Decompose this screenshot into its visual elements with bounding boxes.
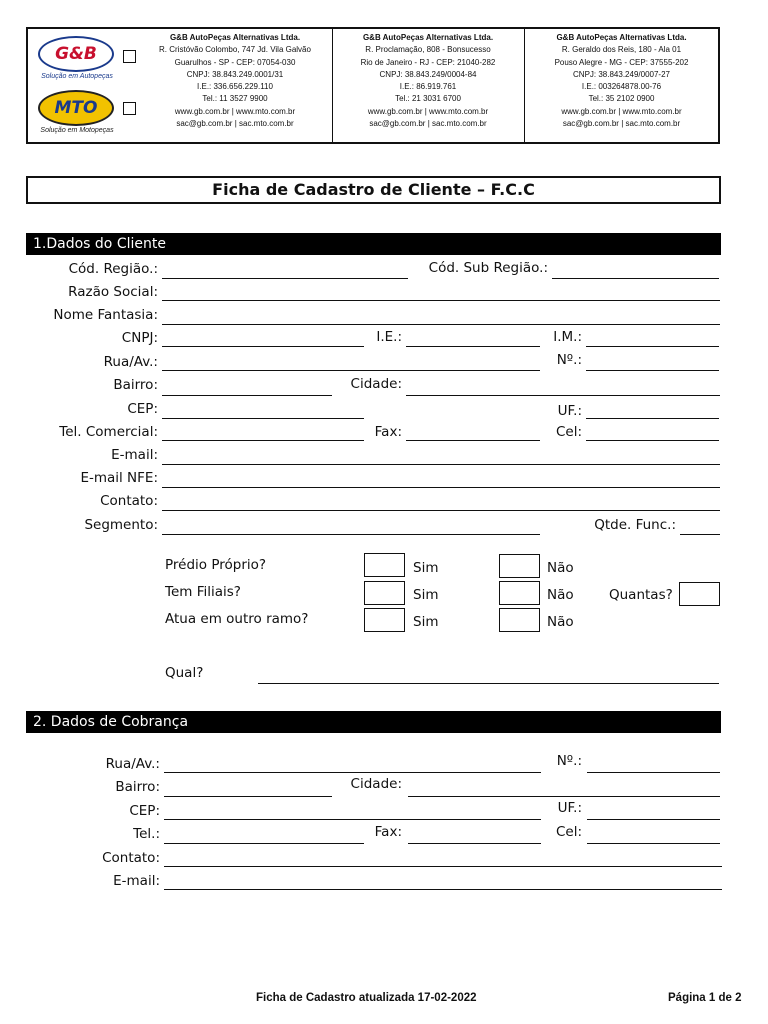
predio-proprio-nao-label: Não <box>547 560 574 576</box>
cobranca-cidade-label: Cidade: <box>350 776 402 792</box>
cobranca-rua-label: Rua/Av.: <box>105 756 160 772</box>
qtde-func-field[interactable] <box>680 534 720 535</box>
tem-filiais-label: Tem Filiais? <box>165 584 241 600</box>
cep-label: CEP: <box>127 401 158 417</box>
fax-label: Fax: <box>374 424 402 440</box>
cobranca-tel-label: Tel.: <box>133 826 160 842</box>
nome-fantasia-label: Nome Fantasia: <box>53 307 158 323</box>
mto-select-checkbox[interactable] <box>123 102 136 115</box>
gb-logo-tagline: Solução em Autopeças <box>41 73 113 80</box>
cobranca-numero-label: Nº.: <box>556 753 582 769</box>
qual-label: Qual? <box>165 665 204 681</box>
cobranca-tel-field[interactable] <box>164 843 364 844</box>
cobranca-cel-label: Cel: <box>555 824 582 840</box>
mto-logo <box>38 90 116 134</box>
outro-ramo-sim-label: Sim <box>413 614 439 630</box>
email-label: E-mail: <box>111 447 158 463</box>
cidade-field[interactable] <box>406 395 720 396</box>
cobranca-cep-label: CEP: <box>129 803 160 819</box>
cod-sub-regiao-label: Cód. Sub Região.: <box>428 260 548 276</box>
form-title: Ficha de Cadastro de Cliente – F.C.C <box>26 176 721 204</box>
predio-proprio-nao-checkbox[interactable] <box>499 554 540 578</box>
company-header <box>26 27 720 144</box>
segmento-label: Segmento: <box>84 517 158 533</box>
numero-label: Nº.: <box>556 352 582 368</box>
cnpj-field[interactable] <box>162 346 364 347</box>
qual-field[interactable] <box>258 683 719 684</box>
cod-sub-regiao-field[interactable] <box>552 278 719 279</box>
gb-logo-mark: G&B <box>38 36 114 72</box>
company-emails: sac@gb.com.br | sac.mto.com.br <box>369 119 487 129</box>
cobranca-cep-field[interactable] <box>164 819 541 820</box>
company-name: G&B AutoPeças Alternativas Ltda. <box>556 33 687 42</box>
razao-social-label: Razão Social: <box>68 284 158 300</box>
contato-field[interactable] <box>162 510 720 511</box>
email-nfe-label: E-mail NFE: <box>80 470 158 486</box>
quantas-label: Quantas? <box>609 587 673 603</box>
rua-label: Rua/Av.: <box>103 354 158 370</box>
email-field[interactable] <box>162 464 720 465</box>
cobranca-uf-label: UF.: <box>557 800 582 816</box>
cobranca-uf-field[interactable] <box>587 819 720 820</box>
uf-field[interactable] <box>586 418 719 419</box>
mto-logo-tagline: Solução em Motopeças <box>40 127 114 134</box>
company-city: Guarulhos - SP - CEP: 07054-030 <box>174 57 296 67</box>
im-field[interactable] <box>586 346 719 347</box>
bairro-field[interactable] <box>162 395 332 396</box>
company-info-rio <box>333 32 523 130</box>
cobranca-contato-label: Contato: <box>102 850 160 866</box>
bairro-label: Bairro: <box>113 377 158 393</box>
company-info-guarulhos <box>140 32 330 130</box>
cobranca-fax-field[interactable] <box>408 843 541 844</box>
gb-logo <box>38 36 116 80</box>
company-websites: www.gb.com.br | www.mto.com.br <box>367 106 489 116</box>
company-city: Rio de Janeiro - RJ - CEP: 21040-282 <box>360 57 496 67</box>
quantas-field[interactable] <box>679 582 720 606</box>
predio-proprio-sim-label: Sim <box>413 560 439 576</box>
company-websites: www.gb.com.br | www.mto.com.br <box>561 106 682 116</box>
ie-field[interactable] <box>406 346 540 347</box>
mto-logo-mark: MTO <box>38 90 114 126</box>
cel-field[interactable] <box>586 440 719 441</box>
company-city: Pouso Alegre - MG - CEP: 37555-202 <box>554 57 689 67</box>
contato-label: Contato: <box>100 493 158 509</box>
company-address: R. Proclamação, 808 - Bonsucesso <box>365 45 491 55</box>
cod-regiao-field[interactable] <box>162 278 408 279</box>
email-nfe-field[interactable] <box>162 487 720 488</box>
segmento-field[interactable] <box>162 534 540 535</box>
company-phone: Tel.: 21 3031 6700 <box>395 94 461 104</box>
cod-regiao-label: Cód. Região.: <box>68 261 158 277</box>
fax-field[interactable] <box>406 440 540 441</box>
tel-comercial-field[interactable] <box>162 440 364 441</box>
footer-page-number: Página 1 de 2 <box>668 992 742 1004</box>
cel-label: Cel: <box>555 424 582 440</box>
razao-social-field[interactable] <box>162 300 720 301</box>
cobranca-contato-field[interactable] <box>164 866 722 867</box>
company-websites: www.gb.com.br | www.mto.com.br <box>174 106 296 116</box>
company-cnpj: CNPJ: 38.843.249.0001/31 <box>186 69 284 79</box>
footer-updated-date: Ficha de Cadastro atualizada 17-02-2022 <box>256 992 477 1004</box>
numero-field[interactable] <box>586 370 719 371</box>
cobranca-cel-field[interactable] <box>587 843 720 844</box>
company-cnpj: CNPJ: 38.843.249/0007-27 <box>573 69 670 79</box>
outro-ramo-nao-checkbox[interactable] <box>499 608 540 632</box>
cnpj-label: CNPJ: <box>121 330 158 346</box>
cobranca-cidade-field[interactable] <box>408 796 720 797</box>
outro-ramo-sim-checkbox[interactable] <box>364 608 405 632</box>
outro-ramo-label: Atua em outro ramo? <box>165 611 309 627</box>
gb-select-checkbox[interactable] <box>123 50 136 63</box>
section-heading-client: 1.Dados do Cliente <box>26 233 721 255</box>
cep-field[interactable] <box>162 418 364 419</box>
company-emails: sac@gb.com.br | sac.mto.com.br <box>176 119 294 129</box>
company-ie: I.E.: 86.919.761 <box>399 82 457 92</box>
company-name: G&B AutoPeças Alternativas Ltda. <box>169 33 301 42</box>
cobranca-email-field[interactable] <box>164 889 722 890</box>
ie-label: I.E.: <box>376 329 402 345</box>
section-heading-billing: 2. Dados de Cobrança <box>26 711 721 733</box>
company-address: R. Geraldo dos Reis, 180 - Ala 01 <box>561 45 682 55</box>
company-ie: I.E.: 336.656.229.110 <box>197 82 273 92</box>
outro-ramo-nao-label: Não <box>547 614 574 630</box>
company-cnpj: CNPJ: 38.843.249/0004-84 <box>379 69 477 79</box>
cobranca-bairro-field[interactable] <box>164 796 332 797</box>
cobranca-fax-label: Fax: <box>374 824 402 840</box>
tel-comercial-label: Tel. Comercial: <box>59 424 158 440</box>
nome-fantasia-field[interactable] <box>162 324 720 325</box>
im-label: I.M.: <box>553 329 582 345</box>
qtde-func-label: Qtde. Func.: <box>594 517 676 533</box>
cobranca-rua-field[interactable] <box>164 772 541 773</box>
tem-filiais-nao-checkbox[interactable] <box>499 581 540 605</box>
tem-filiais-sim-checkbox[interactable] <box>364 581 405 605</box>
company-name: G&B AutoPeças Alternativas Ltda. <box>362 33 494 42</box>
uf-label: UF.: <box>557 403 582 419</box>
company-address: R. Cristóvão Colombo, 747 Jd. Vila Galvão <box>159 45 311 55</box>
cobranca-bairro-label: Bairro: <box>115 779 160 795</box>
cobranca-email-label: E-mail: <box>113 873 160 889</box>
company-phone: Tel.: 35 2102 0900 <box>588 94 655 104</box>
tem-filiais-sim-label: Sim <box>413 587 439 603</box>
rua-field[interactable] <box>162 370 540 371</box>
company-emails: sac@gb.com.br | sac.mto.com.br <box>562 119 681 129</box>
company-phone: Tel.: 11 3527 9900 <box>202 94 268 104</box>
predio-proprio-sim-checkbox[interactable] <box>364 553 405 577</box>
cidade-label: Cidade: <box>350 376 402 392</box>
predio-proprio-label: Prédio Próprio? <box>165 557 267 573</box>
cobranca-numero-field[interactable] <box>587 772 720 773</box>
company-ie: I.E.: 003264878.00-76 <box>581 82 662 92</box>
company-info-pouso-alegre <box>525 32 718 130</box>
tem-filiais-nao-label: Não <box>547 587 574 603</box>
